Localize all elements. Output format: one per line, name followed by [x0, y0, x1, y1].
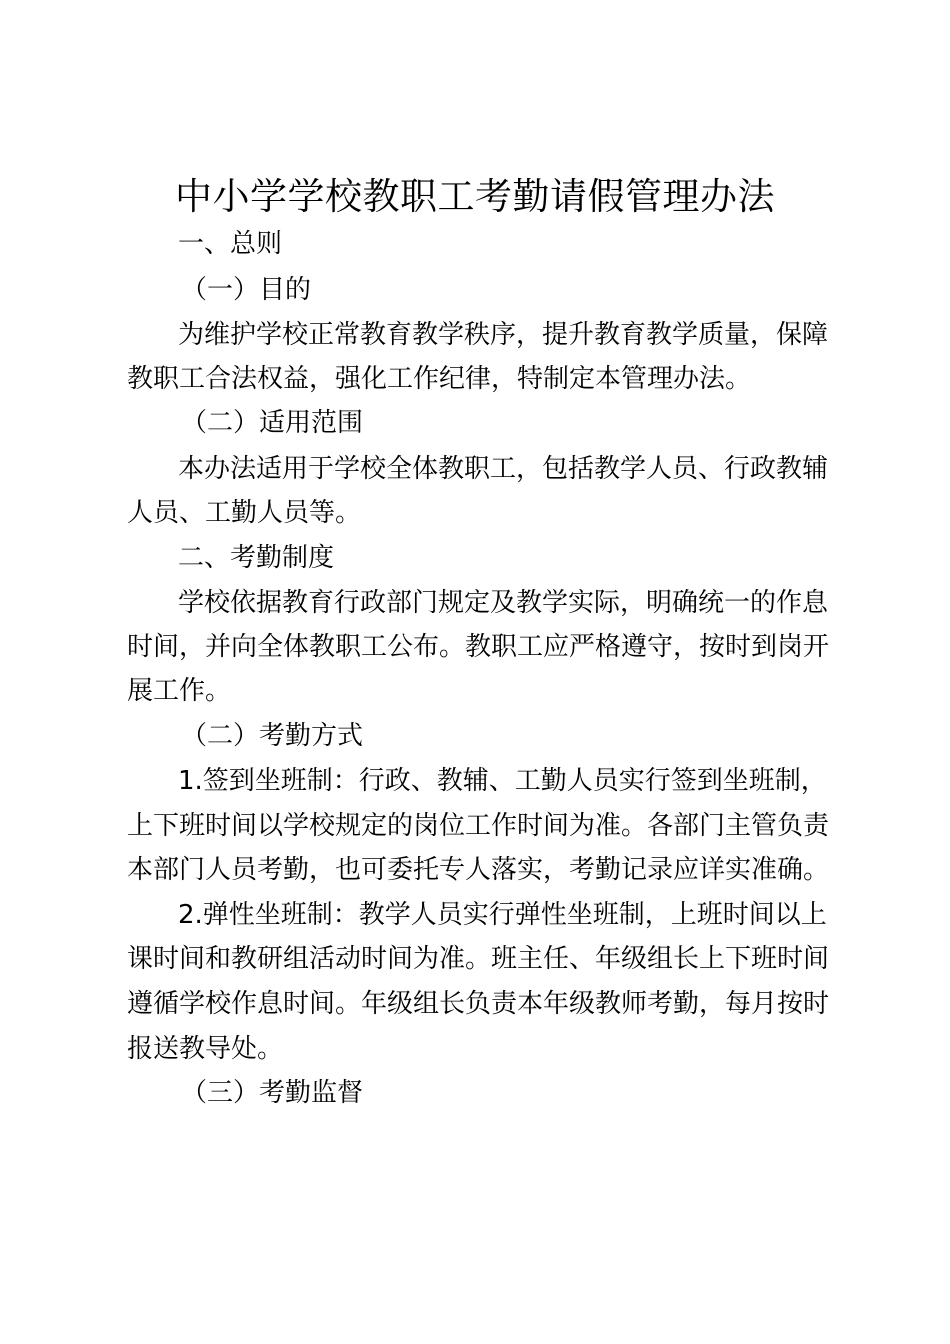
paragraph-line: 课时间和教研组活动时间为准。班主任、年级组长上下班时间: [127, 944, 830, 974]
section-heading-general: 一、总则: [178, 229, 283, 259]
paragraph-line: 遵循学校作息时间。年级组长负责本年级教师考勤，每月按时: [127, 989, 830, 1019]
subsection-heading-scope: （二）适用范围: [181, 408, 364, 438]
paragraph-line: 2.弹性坐班制：教学人员实行弹性坐班制，上班时间以上: [178, 900, 827, 930]
subsection-heading-attendance-supervision: （三）考勤监督: [181, 1078, 364, 1108]
paragraph-line: 展工作。: [127, 676, 232, 706]
paragraph-line: 本部门人员考勤，也可委托专人落实，考勤记录应详实准确。: [127, 855, 830, 885]
paragraph-line: 学校依据教育行政部门规定及教学实际，明确统一的作息: [178, 588, 829, 618]
paragraph-line: 上下班时间以学校规定的岗位工作时间为准。各部门主管负责: [127, 811, 830, 841]
paragraph-line: 时间，并向全体教职工公布。教职工应严格遵守，按时到岗开: [127, 632, 830, 662]
paragraph-line: 1.签到坐班制：行政、教辅、工勤人员实行签到坐班制，: [178, 766, 827, 796]
paragraph-line: 本办法适用于学校全体教职工，包括教学人员、行政教辅: [178, 454, 829, 484]
paragraph-line: 教职工合法权益，强化工作纪律，特制定本管理办法。: [127, 364, 752, 394]
paragraph-line: 人员、工勤人员等。: [127, 498, 362, 528]
paragraph-line: 报送教导处。: [127, 1034, 284, 1064]
section-heading-attendance: 二、考勤制度: [178, 543, 335, 573]
document-title: 中小学学校教职工考勤请假管理办法: [175, 175, 775, 218]
subsection-heading-attendance-method: （二）考勤方式: [181, 721, 364, 751]
subsection-heading-purpose: （一）目的: [181, 275, 312, 305]
paragraph-line: 为维护学校正常教育教学秩序，提升教育教学质量，保障: [178, 320, 829, 350]
